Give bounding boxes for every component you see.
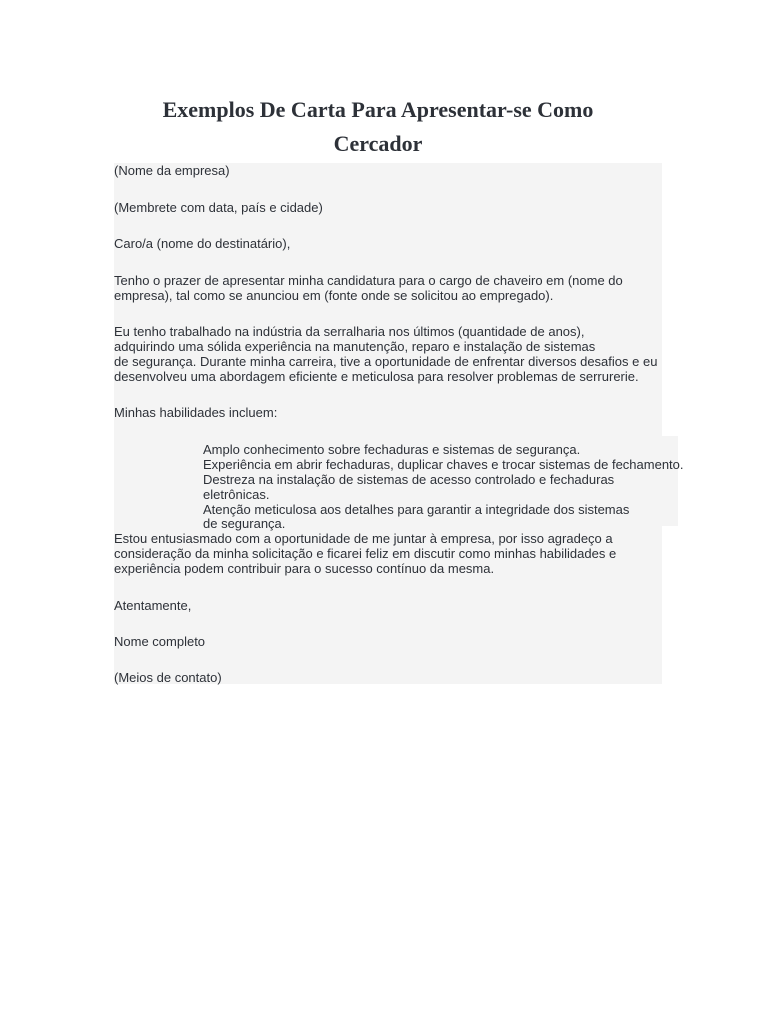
experience-line-3: de segurança. Durante minha carreira, tive a oportunidade de enfrentar diversos desafios e eu [114, 354, 658, 369]
greeting: Caro/a (nome do destinatário), [114, 236, 291, 251]
skill-item-4: Atenção meticulosa aos detalhes para garantir a integridade dos sistemas [203, 502, 630, 517]
letterhead: (Membrete com data, país e cidade) [114, 200, 323, 215]
closing-line-2: consideração da minha solicitação e ficarei feliz em discutir como minhas habilidades e [114, 546, 617, 561]
title-line-1: Exemplos De Carta Para Apresentar-se Como [162, 97, 594, 122]
intro-line-1: Tenho o prazer de apresentar minha candidatura para o cargo de chaveiro em (nome do [114, 273, 623, 288]
skill-item-2: Experiência em abrir fechaduras, duplicar chaves e trocar sistemas de fechamento. [203, 457, 684, 472]
sign-off: Atentamente, [114, 598, 192, 613]
contact-info: (Meios de contato) [114, 670, 222, 685]
closing-line-3: experiência podem contribuir para o sucesso contínuo da mesma. [114, 561, 495, 576]
experience-line-1: Eu tenho trabalhado na indústria da serralharia nos últimos (quantidade de anos), [114, 324, 585, 339]
experience-line-4: desenvolveu uma abordagem eficiente e meticulosa para resolver problemas de serrurerie. [114, 369, 639, 384]
skill-item-3: Destreza na instalação de sistemas de acesso controlado e fechaduras [203, 472, 615, 487]
experience-line-2: adquirindo uma sólida experiência na manutenção, reparo e instalação de sistemas [114, 339, 596, 354]
title-line-2: Cercador [333, 131, 423, 156]
closing-line-1: Estou entusiasmado com a oportunidade de me juntar à empresa, por isso agradeço a [114, 531, 613, 546]
skills-heading: Minhas habilidades incluem: [114, 405, 278, 420]
full-name: Nome completo [114, 634, 206, 649]
intro-line-2: empresa), tal como se anunciou em (fonte onde se solicitou ao empregado). [114, 288, 554, 303]
document-title [140, 93, 616, 161]
skill-item-1: Amplo conhecimento sobre fechaduras e sistemas de segurança. [203, 442, 581, 457]
skill-item-3-continued: eletrônicas. [203, 487, 270, 502]
skill-item-4-continued: de segurança. [203, 516, 286, 531]
company-name: (Nome da empresa) [114, 163, 230, 178]
